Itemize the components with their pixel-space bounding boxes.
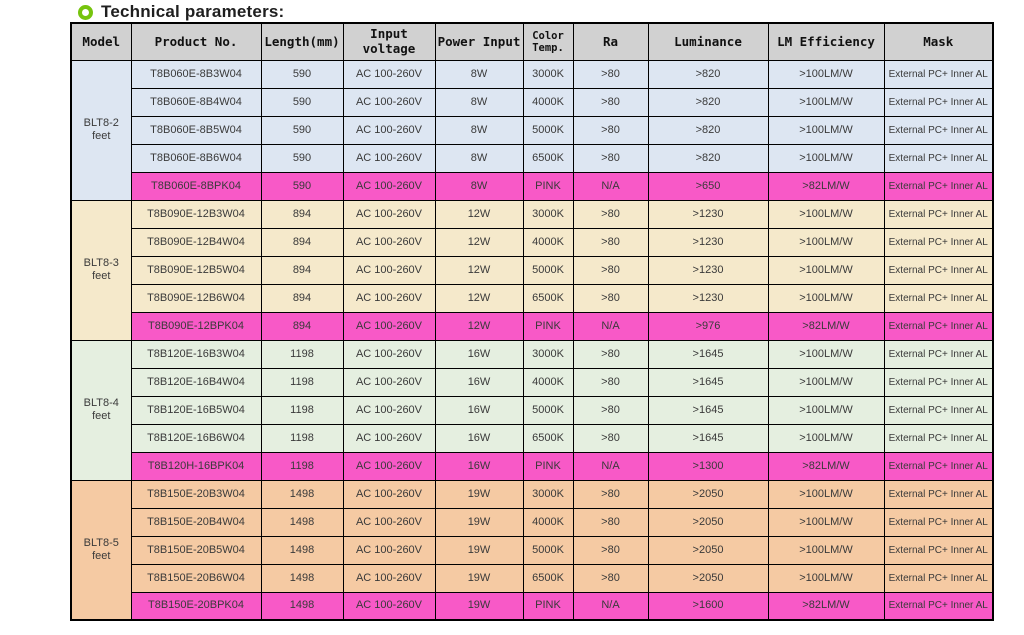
length-cell: 1198 [261,396,343,424]
column-header-ra: Ra [573,23,648,60]
length-cell: 894 [261,200,343,228]
power-cell: 16W [435,424,523,452]
temp-cell: 4000K [523,88,573,116]
temp-cell: PINK [523,172,573,200]
temp-cell: 4000K [523,228,573,256]
temp-cell: 6500K [523,564,573,592]
power-cell: 8W [435,60,523,88]
luminance-cell: >1600 [648,592,768,620]
power-cell: 12W [435,312,523,340]
green-ring-bullet-icon [78,5,93,20]
table-row [71,424,993,452]
product-cell: T8B120E-16B5W04 [131,396,261,424]
luminance-cell: >1230 [648,256,768,284]
power-cell: 8W [435,172,523,200]
power-cell: 16W [435,340,523,368]
ra-cell: N/A [573,592,648,620]
table-row [71,200,993,228]
temp-cell: 6500K [523,284,573,312]
temp-cell: 5000K [523,256,573,284]
power-cell: 16W [435,396,523,424]
efficiency-cell: >100LM/W [768,536,884,564]
mask-cell: External PC+ Inner AL [884,88,993,116]
luminance-cell: >1645 [648,368,768,396]
voltage-cell: AC 100-260V [343,424,435,452]
ra-cell: >80 [573,116,648,144]
power-cell: 19W [435,508,523,536]
mask-cell: External PC+ Inner AL [884,200,993,228]
table-row [71,228,993,256]
power-cell: 8W [435,88,523,116]
efficiency-cell: >82LM/W [768,172,884,200]
column-header-temp: Color Temp. [523,23,573,60]
efficiency-cell: >100LM/W [768,60,884,88]
product-cell: T8B060E-8B4W04 [131,88,261,116]
temp-cell: 4000K [523,508,573,536]
luminance-cell: >1230 [648,284,768,312]
luminance-cell: >1645 [648,396,768,424]
model-cell: BLT8-4 feet [71,340,131,480]
table-row [71,480,993,508]
length-cell: 1498 [261,536,343,564]
luminance-cell: >820 [648,116,768,144]
length-cell: 1498 [261,592,343,620]
table-row [71,284,993,312]
length-cell: 1198 [261,340,343,368]
product-cell: T8B090E-12B5W04 [131,256,261,284]
ra-cell: N/A [573,452,648,480]
table-row [71,508,993,536]
luminance-cell: >820 [648,88,768,116]
length-cell: 1198 [261,424,343,452]
length-cell: 1498 [261,480,343,508]
efficiency-cell: >100LM/W [768,508,884,536]
mask-cell: External PC+ Inner AL [884,60,993,88]
power-cell: 19W [435,480,523,508]
mask-cell: External PC+ Inner AL [884,172,993,200]
efficiency-cell: >82LM/W [768,592,884,620]
length-cell: 1498 [261,564,343,592]
efficiency-cell: >100LM/W [768,284,884,312]
mask-cell: External PC+ Inner AL [884,116,993,144]
mask-cell: External PC+ Inner AL [884,284,993,312]
ra-cell: >80 [573,88,648,116]
efficiency-cell: >100LM/W [768,340,884,368]
luminance-cell: >976 [648,312,768,340]
ra-cell: >80 [573,536,648,564]
length-cell: 1198 [261,452,343,480]
ra-cell: N/A [573,172,648,200]
table-row [71,592,993,620]
voltage-cell: AC 100-260V [343,564,435,592]
power-cell: 19W [435,536,523,564]
column-header-product: Product No. [131,23,261,60]
ra-cell: >80 [573,200,648,228]
luminance-cell: >1645 [648,424,768,452]
voltage-cell: AC 100-260V [343,592,435,620]
table-row [71,144,993,172]
length-cell: 590 [261,88,343,116]
table-row [71,60,993,88]
voltage-cell: AC 100-260V [343,284,435,312]
power-cell: 19W [435,592,523,620]
efficiency-cell: >100LM/W [768,228,884,256]
efficiency-cell: >82LM/W [768,452,884,480]
table-row [71,564,993,592]
mask-cell: External PC+ Inner AL [884,564,993,592]
efficiency-cell: >100LM/W [768,256,884,284]
length-cell: 590 [261,116,343,144]
efficiency-cell: >100LM/W [768,116,884,144]
power-cell: 12W [435,256,523,284]
power-cell: 12W [435,284,523,312]
ra-cell: >80 [573,424,648,452]
mask-cell: External PC+ Inner AL [884,592,993,620]
power-cell: 16W [435,368,523,396]
product-cell: T8B090E-12B6W04 [131,284,261,312]
temp-cell: 3000K [523,60,573,88]
table-row [71,340,993,368]
ra-cell: >80 [573,284,648,312]
model-cell: BLT8-2 feet [71,60,131,200]
technical-parameters-table [70,22,994,621]
luminance-cell: >820 [648,60,768,88]
power-cell: 12W [435,228,523,256]
column-header-luminance: Luminance [648,23,768,60]
column-header-model: Model [71,23,131,60]
model-cell: BLT8-3 feet [71,200,131,340]
efficiency-cell: >100LM/W [768,200,884,228]
mask-cell: External PC+ Inner AL [884,340,993,368]
product-cell: T8B090E-12BPK04 [131,312,261,340]
temp-cell: 6500K [523,424,573,452]
luminance-cell: >650 [648,172,768,200]
section-header [78,2,284,22]
luminance-cell: >1230 [648,228,768,256]
column-header-mask: Mask [884,23,993,60]
table-body [71,60,993,620]
efficiency-cell: >100LM/W [768,424,884,452]
luminance-cell: >2050 [648,508,768,536]
product-cell: T8B150E-20B3W04 [131,480,261,508]
product-cell: T8B060E-8B6W04 [131,144,261,172]
temp-cell: PINK [523,452,573,480]
product-cell: T8B120E-16B4W04 [131,368,261,396]
temp-cell: 5000K [523,396,573,424]
luminance-cell: >1300 [648,452,768,480]
voltage-cell: AC 100-260V [343,536,435,564]
product-cell: T8B120E-16B6W04 [131,424,261,452]
voltage-cell: AC 100-260V [343,480,435,508]
product-cell: T8B060E-8B5W04 [131,116,261,144]
length-cell: 590 [261,144,343,172]
length-cell: 894 [261,256,343,284]
product-cell: T8B060E-8B3W04 [131,60,261,88]
mask-cell: External PC+ Inner AL [884,228,993,256]
product-cell: T8B150E-20B5W04 [131,536,261,564]
ra-cell: >80 [573,564,648,592]
efficiency-cell: >100LM/W [768,368,884,396]
voltage-cell: AC 100-260V [343,312,435,340]
ra-cell: >80 [573,508,648,536]
length-cell: 1198 [261,368,343,396]
model-cell: BLT8-5 feet [71,480,131,620]
power-cell: 19W [435,564,523,592]
luminance-cell: >2050 [648,480,768,508]
table-row [71,256,993,284]
voltage-cell: AC 100-260V [343,200,435,228]
temp-cell: PINK [523,592,573,620]
length-cell: 1498 [261,508,343,536]
ra-cell: >80 [573,396,648,424]
mask-cell: External PC+ Inner AL [884,480,993,508]
table-row [71,172,993,200]
voltage-cell: AC 100-260V [343,60,435,88]
product-cell: T8B150E-20B6W04 [131,564,261,592]
luminance-cell: >2050 [648,564,768,592]
power-cell: 8W [435,144,523,172]
temp-cell: 3000K [523,340,573,368]
table-row [71,116,993,144]
voltage-cell: AC 100-260V [343,256,435,284]
product-cell: T8B150E-20B4W04 [131,508,261,536]
ra-cell: >80 [573,340,648,368]
ra-cell: >80 [573,60,648,88]
temp-cell: 3000K [523,200,573,228]
table-row [71,368,993,396]
efficiency-cell: >100LM/W [768,144,884,172]
ra-cell: >80 [573,368,648,396]
voltage-cell: AC 100-260V [343,368,435,396]
ra-cell: >80 [573,480,648,508]
column-header-efficiency: LM Efficiency [768,23,884,60]
mask-cell: External PC+ Inner AL [884,396,993,424]
luminance-cell: >1645 [648,340,768,368]
luminance-cell: >1230 [648,200,768,228]
mask-cell: External PC+ Inner AL [884,368,993,396]
voltage-cell: AC 100-260V [343,396,435,424]
voltage-cell: AC 100-260V [343,172,435,200]
power-cell: 8W [435,116,523,144]
mask-cell: External PC+ Inner AL [884,256,993,284]
voltage-cell: AC 100-260V [343,144,435,172]
table-row [71,88,993,116]
table-header [71,23,993,60]
length-cell: 590 [261,60,343,88]
temp-cell: 5000K [523,536,573,564]
page-title: Technical parameters: [101,2,285,21]
efficiency-cell: >82LM/W [768,312,884,340]
mask-cell: External PC+ Inner AL [884,424,993,452]
column-header-length: Length(mm) [261,23,343,60]
ra-cell: >80 [573,256,648,284]
ra-cell: >80 [573,144,648,172]
header-row [71,23,993,60]
temp-cell: 6500K [523,144,573,172]
product-cell: T8B150E-20BPK04 [131,592,261,620]
table-row [71,312,993,340]
product-cell: T8B090E-12B3W04 [131,200,261,228]
power-cell: 12W [435,200,523,228]
mask-cell: External PC+ Inner AL [884,312,993,340]
luminance-cell: >820 [648,144,768,172]
voltage-cell: AC 100-260V [343,508,435,536]
product-cell: T8B090E-12B4W04 [131,228,261,256]
table-row [71,452,993,480]
mask-cell: External PC+ Inner AL [884,536,993,564]
product-cell: T8B120H-16BPK04 [131,452,261,480]
voltage-cell: AC 100-260V [343,116,435,144]
length-cell: 590 [261,172,343,200]
efficiency-cell: >100LM/W [768,396,884,424]
column-header-power: Power Input [435,23,523,60]
luminance-cell: >2050 [648,536,768,564]
efficiency-cell: >100LM/W [768,564,884,592]
efficiency-cell: >100LM/W [768,88,884,116]
voltage-cell: AC 100-260V [343,228,435,256]
product-cell: T8B060E-8BPK04 [131,172,261,200]
temp-cell: PINK [523,312,573,340]
table-row [71,396,993,424]
length-cell: 894 [261,312,343,340]
mask-cell: External PC+ Inner AL [884,452,993,480]
temp-cell: 5000K [523,116,573,144]
mask-cell: External PC+ Inner AL [884,144,993,172]
temp-cell: 4000K [523,368,573,396]
length-cell: 894 [261,228,343,256]
ra-cell: N/A [573,312,648,340]
column-header-voltage: Input voltage [343,23,435,60]
ra-cell: >80 [573,228,648,256]
length-cell: 894 [261,284,343,312]
temp-cell: 3000K [523,480,573,508]
efficiency-cell: >100LM/W [768,480,884,508]
voltage-cell: AC 100-260V [343,340,435,368]
product-cell: T8B120E-16B3W04 [131,340,261,368]
voltage-cell: AC 100-260V [343,452,435,480]
table-row [71,536,993,564]
voltage-cell: AC 100-260V [343,88,435,116]
mask-cell: External PC+ Inner AL [884,508,993,536]
power-cell: 16W [435,452,523,480]
